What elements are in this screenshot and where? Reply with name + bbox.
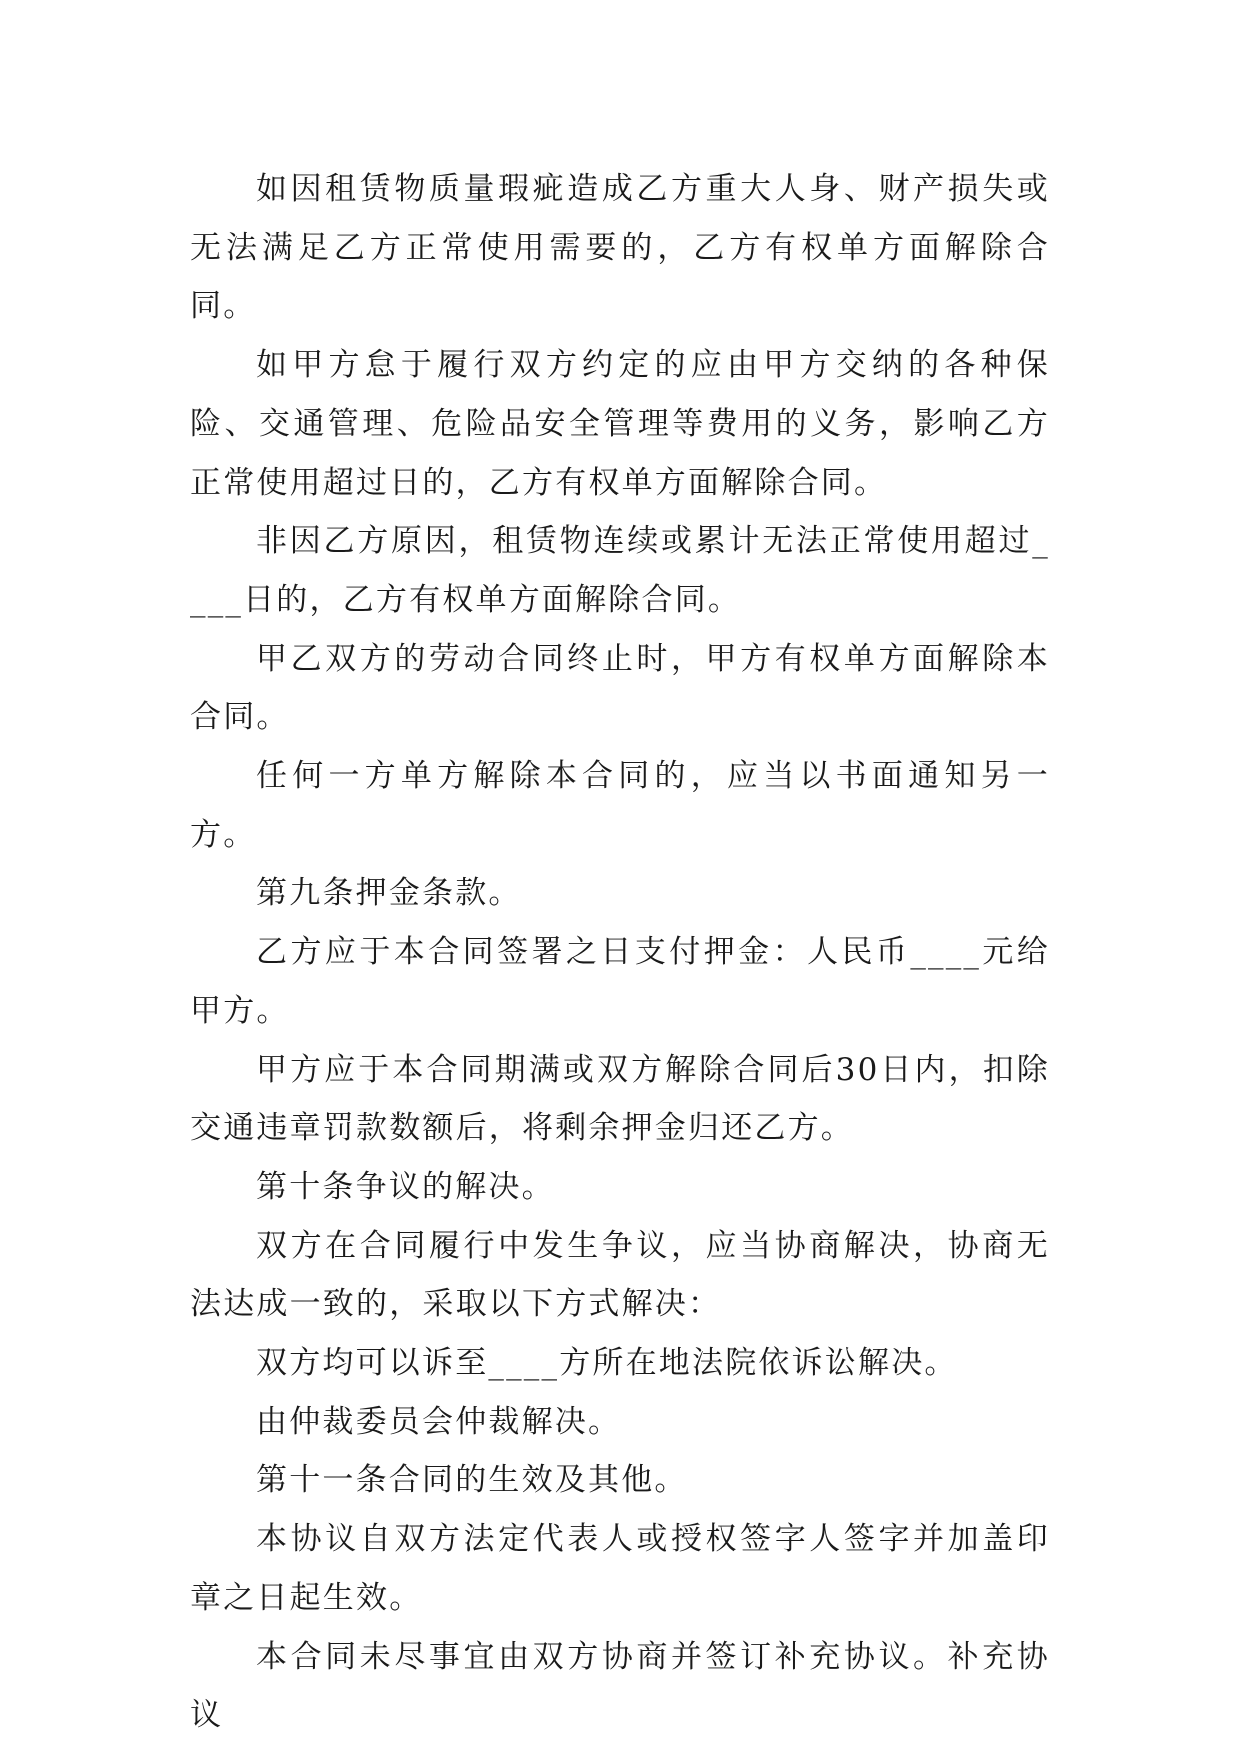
paragraph-quality-defect: 如因租赁物质量瑕疵造成乙方重大人身、财产损失或无法满足乙方正常使用需要的，乙方有权单方面解除合同。 (190, 171, 1050, 325)
paragraph-supplementary: 本合同未尽事宜由双方协商并签订补充协议。补充协议 (190, 1638, 1050, 1734)
paragraph-deposit-payment: 乙方应于本合同签署之日支付押金：人民币____元给甲方。 (190, 934, 1050, 1029)
paragraph-written-notice: 任何一方单方解除本合同的，应当以书面通知另一方。 (190, 758, 1050, 853)
article-10-heading: 第十条争议的解决。 (256, 1168, 555, 1205)
article-11-heading: 第十一条合同的生效及其他。 (256, 1462, 688, 1499)
paragraph-dispute-negotiation: 双方在合同履行中发生争议，应当协商解决，协商无法达成一致的，采取以下方式解决： (190, 1227, 1050, 1323)
paragraph-arbitration: 由仲裁委员会仲裁解决。 (256, 1403, 622, 1440)
document-body (190, 160, 1050, 1745)
article-9-heading: 第九条押金条款。 (256, 875, 522, 912)
paragraph-deposit-return: 甲方应于本合同期满或双方解除合同后30日内，扣除交通违章罚款数额后，将剩余押金归还乙方。 (190, 1051, 1050, 1147)
paragraph-labor-contract: 甲乙双方的劳动合同终止时，甲方有权单方面解除本合同。 (190, 640, 1050, 736)
paragraph-unusable-days: 非因乙方原因，租赁物连续或累计无法正常使用超过____日的，乙方有权单方面解除合同。 (190, 523, 1050, 618)
paragraph-effectiveness: 本协议自双方法定代表人或授权签字人签字并加盖印章之日起生效。 (190, 1521, 1050, 1616)
paragraph-litigation: 双方均可以诉至____方所在地法院依诉讼解决。 (256, 1345, 958, 1382)
paragraph-fee-obligation: 如甲方怠于履行双方约定的应由甲方交纳的各种保险、交通管理、危险品安全管理等费用的义务，影响乙方正常使用超过日的，乙方有权单方面解除合同。 (190, 347, 1050, 501)
